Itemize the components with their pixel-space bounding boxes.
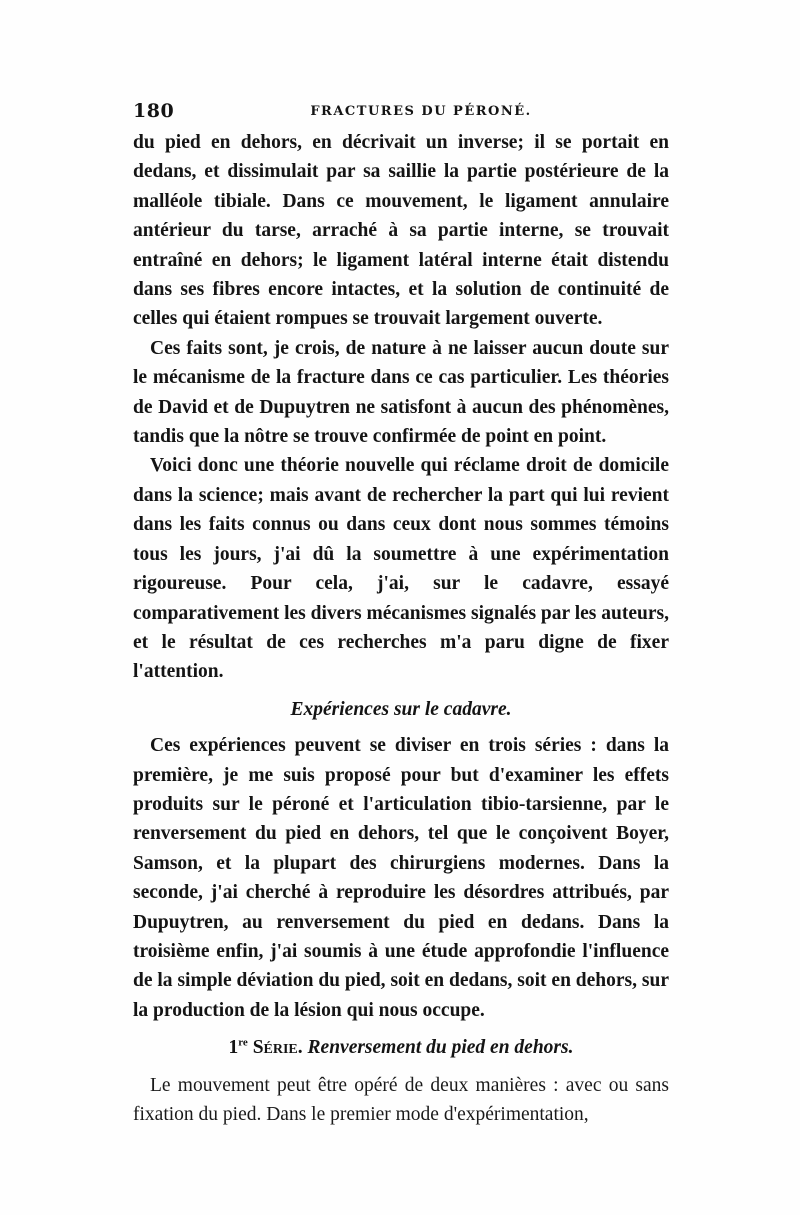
page-header <box>133 100 669 122</box>
paragraph-3: Voici donc une théorie nouvelle qui réclame droit de domicile dans la science; mais avant de rechercher la part qui lui revient dans les faits connus ou dans ceux dont nous sommes témoins tous les jours, j'ai dû la soumettre à une expérimentation rigoureuse. Pour cela, j'ai, sur le cadavre, essayé comparativement les divers mécanismes signalés par les auteurs, et le résultat de ces recherches m'a paru digne de fixer l'attention. <box>133 455 669 683</box>
series-number-superscript: re <box>238 1036 248 1049</box>
series-description: Renversement du pied en dehors. <box>307 1037 574 1059</box>
paragraph-1: du pied en dehors, en décrivait un inverse; il se portait en dedans, et dissimulait par sa saillie la partie postérieure de la malléole tibiale. Dans ce mouvement, le ligament annulaire antérieur du tarse, arraché à sa partie interne, se trouvait entraîné en dehors; le ligament latéral interne était distendu dans ses fibres encore intactes, et la solution de continuité de celles qui étaient rompues se trouvait largement ouverte. <box>133 132 669 330</box>
paragraph-2: Ces faits sont, je crois, de nature à ne laisser aucun doute sur le mécanisme de la fracture dans ce cas particulier. Les théories de David et de Dupuytren ne satisfont à aucun des phénomènes, tandis que la nôtre se trouve confirmée de point en point. <box>133 337 669 448</box>
section-title: Expériences sur le cadavre. <box>290 698 512 720</box>
series-number <box>228 1037 247 1058</box>
running-head: FRACTURES DU PÉRONÉ. <box>310 104 532 119</box>
paragraph-5: Le mouvement peut être opéré de deux manières : avec ou sans fixation du pied. Dans le premier mode d'expérimentation, <box>133 1074 669 1125</box>
paragraph-4: Ces expériences peuvent se diviser en trois séries : dans la première, je me suis proposé pour but d'examiner les effets produits sur le péroné et l'articulation tibio-tarsienne, par le renversement du pied en dehors, tel que le conçoivent Boyer, Samson, et la plupart des chirurgiens modernes. Dans la seconde, j'ai cherché à reproduire les désordres attribués, par Dupuytren, au renversement du pied en dedans. Dans la troisième enfin, j'ai soumis à une étude approfondie l'influence de la simple déviation du pied, soit en dedans, soit en dehors, sur la production de la lésion qui nous occupe. <box>133 735 669 1021</box>
series-label: Série. <box>252 1037 303 1059</box>
page-number: 180 <box>133 100 175 122</box>
page-body <box>133 128 669 1129</box>
series-heading <box>133 1033 669 1062</box>
series-number-value: 1 <box>228 1037 239 1059</box>
